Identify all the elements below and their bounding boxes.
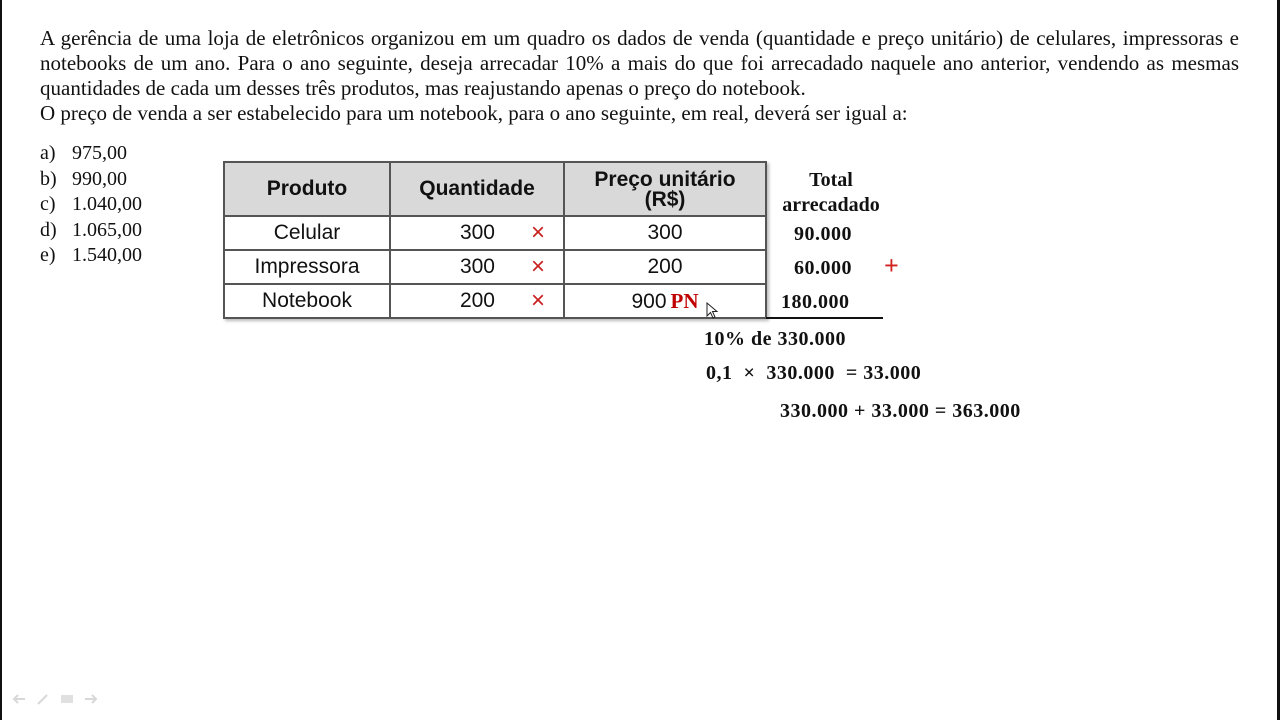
total-value-notebook: 180.000 (781, 291, 850, 313)
option-b[interactable] (40, 167, 142, 193)
multiply-icon: × (531, 287, 546, 314)
header-preco (564, 162, 766, 216)
cell-quantidade (390, 216, 564, 250)
option-letter: a) (40, 142, 56, 164)
option-c[interactable] (40, 192, 142, 218)
answer-options (40, 141, 142, 269)
total-header-line2: arrecadado (782, 194, 880, 216)
option-a[interactable] (40, 141, 142, 167)
table-row (224, 216, 766, 250)
table-row (224, 250, 766, 284)
cell-produto: Celular (224, 216, 390, 250)
total-header-line1: Total (809, 169, 853, 191)
quantity-value: 200 (459, 289, 495, 312)
total-value-celular: 90.000 (794, 223, 852, 245)
menu-icon[interactable] (60, 692, 74, 704)
forward-arrow-icon[interactable] (84, 692, 98, 704)
table-row (224, 284, 766, 318)
sales-table (223, 161, 767, 319)
calc-line-2: 0,1 × 330.000 = 33.000 (706, 362, 922, 384)
pen-icon[interactable] (36, 692, 50, 704)
table-header-row (224, 162, 766, 216)
option-value: 1.040,00 (72, 193, 142, 215)
notebook-price: 900 (631, 289, 667, 313)
cell-preco: 200 (564, 250, 766, 284)
cell-preco (564, 284, 766, 318)
notebook-price-annotation: PN (670, 288, 699, 313)
header-preco-line1: Preço unitário (594, 168, 736, 191)
header-produto: Produto (224, 162, 390, 216)
calc-line-1: 10% de 330.000 (704, 328, 846, 350)
option-letter: c) (40, 193, 56, 215)
question-text (40, 26, 1239, 126)
option-value: 975,00 (72, 142, 127, 164)
option-value: 1.540,00 (72, 244, 142, 266)
cell-quantidade (390, 284, 564, 318)
sum-underline (766, 317, 883, 319)
option-value: 990,00 (72, 167, 127, 190)
slide-nav-controls (12, 692, 98, 704)
question-paragraph-2: O preço de venda a ser estabelecido para um notebook, para o ano seguinte, em real, deverá ser igual a: (40, 101, 908, 125)
option-e[interactable] (40, 243, 142, 269)
header-preco-line2: (R$) (644, 188, 686, 211)
back-arrow-icon[interactable] (12, 692, 26, 704)
plus-sign: + (884, 251, 899, 280)
option-d[interactable] (40, 218, 142, 244)
total-value-impressora: 60.000 (794, 257, 852, 279)
quantity-value: 300 (459, 255, 495, 278)
option-letter: b) (40, 167, 57, 190)
multiply-icon: × (531, 253, 546, 280)
cell-produto: Impressora (224, 250, 390, 284)
mouse-cursor-icon (706, 302, 720, 320)
cell-produto: Notebook (224, 284, 390, 318)
cell-preco: 300 (564, 216, 766, 250)
option-letter: d) (40, 218, 57, 241)
calc-line-3: 330.000 + 33.000 = 363.000 (780, 400, 1021, 422)
question-paragraph-1: A gerência de uma loja de eletrônicos organizou em um quadro os dados de venda (quantidade e preço unitário) de celulares, impressoras e notebooks de um ano. Para o ano seguinte, deseja arrecadar 10% a mais do que foi arrecadado naquele ano anterior, vendendo as mesmas quantidades de cada um desses três produtos, mas reajustando apenas o preço do notebook. (40, 26, 1239, 100)
option-letter: e) (40, 244, 56, 266)
cell-quantidade (390, 250, 564, 284)
frame-left-border (0, 0, 2, 720)
option-value: 1.065,00 (72, 218, 142, 241)
total-header (776, 168, 886, 218)
header-quantidade: Quantidade (390, 162, 564, 216)
multiply-icon: × (531, 219, 546, 246)
quantity-value: 300 (459, 221, 495, 244)
